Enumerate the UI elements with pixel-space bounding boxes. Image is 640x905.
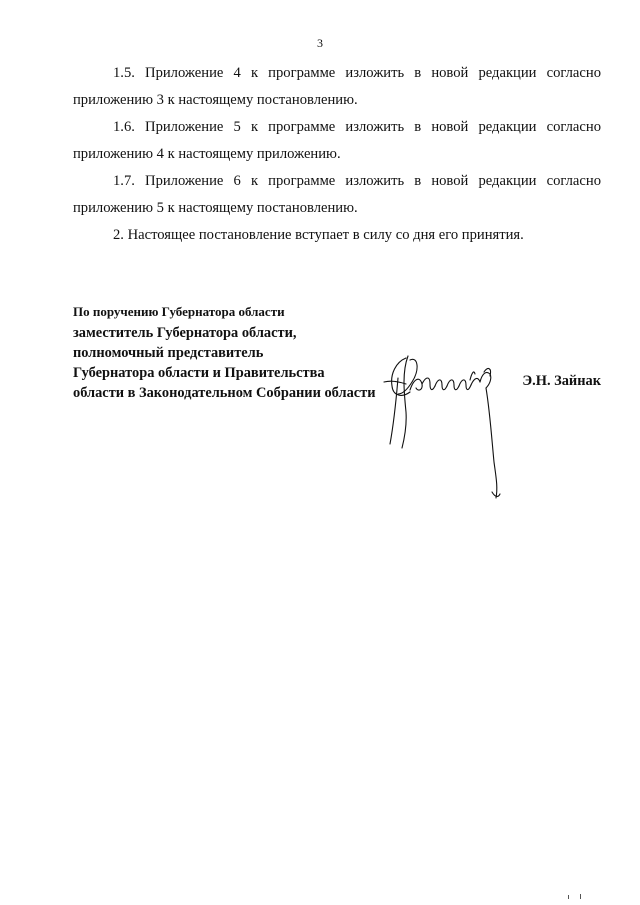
page-number: 3 xyxy=(317,36,323,50)
scan-footer-mark xyxy=(566,893,586,901)
handwritten-signature xyxy=(380,352,505,502)
signature-intro: По поручению Губернатора области xyxy=(73,304,285,319)
paragraph-2: 2. Настоящее постановление вступает в силу со дня его принятия. xyxy=(113,227,524,243)
paragraph-1-6: 1.6. Приложение 5 к программе изложить в новой редакции согласно приложению 4 к настоящему приложению. xyxy=(73,119,601,162)
signatory-title-line-3: Губернатора области и Правительства xyxy=(73,365,325,381)
signature-block xyxy=(73,303,601,403)
signatory-name: Э.Н. Зайнак xyxy=(522,373,601,389)
signatory-title-line-1: заместитель Губернатора области, xyxy=(73,325,297,341)
paragraph-1-5: 1.5. Приложение 4 к программе изложить в новой редакции согласно приложению 3 к настоящему постановлению. xyxy=(73,65,601,108)
signatory-title-line-2: полномочный представитель xyxy=(73,345,264,361)
signatory-title-line-4: области в Законодательном Собрании области xyxy=(73,385,376,401)
paragraph-1-7: 1.7. Приложение 6 к программе изложить в новой редакции согласно приложению 5 к настоящему постановлению. xyxy=(73,173,601,216)
document-body xyxy=(73,60,601,249)
